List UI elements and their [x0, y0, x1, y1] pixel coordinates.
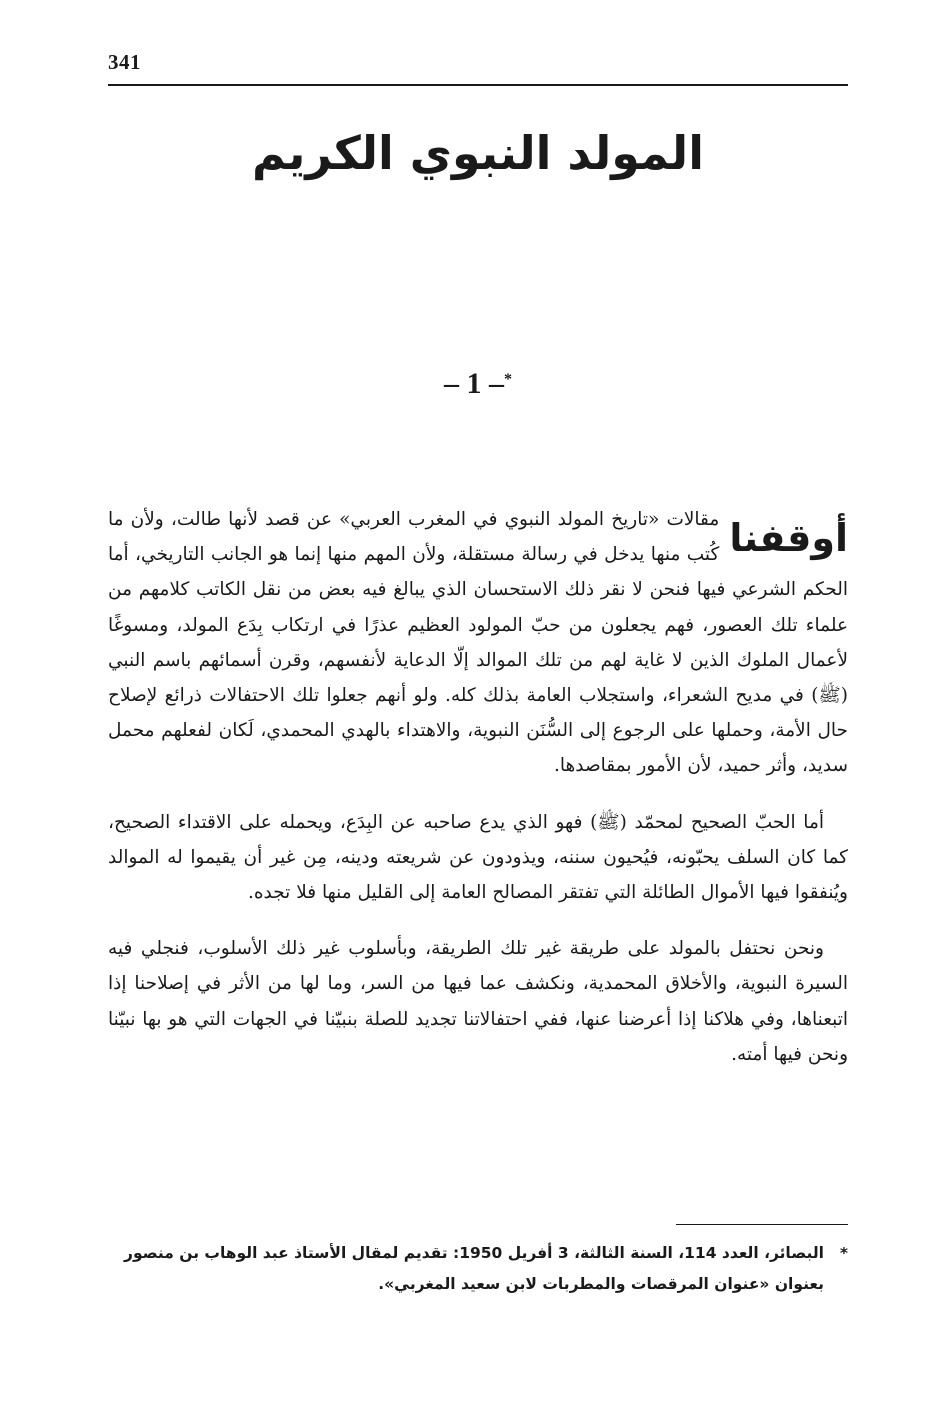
paragraph-1-text: مقالات «تاريخ المولد النبوي في المغرب العربي» عن قصد لأنها طالت، ولأن ما كُتب منها يدخل في رسالة مستقلة، ولأن المهم منها إنما هو الجانب التاريخي، أما الحكم الشرعي فيها فنحن لا نقر ذلك الاستحسان الذي يبالغ فيه بعض من نقل الكاتب كلامهم من علماء تلك العصور، فهم يجعلون من حبّ المولود العظيم عذرًا في ارتكاب بِدَع المولد، ومسوغًا لأعمال الملوك الذين لا غاية لهم من تلك الموالد إلّا الدعاية لأنفسهم، وقرن أسمائهم باسم النبي (ﷺ) في مديح الشعراء، واستجلاب العامة بذلك كله. ولو أنهم جعلوا تلك الاحتفالات ذرائع لإصلاح حال الأمة، وحملها على الرجوع إلى السُّنَن النبوية، والاهتداء بالهدي المحمدي، لَكان لفعلهم محمل سديد، وأثر حميد، لأن الأمور بمقاصدها.	[108, 509, 848, 777]
section-footnote-marker: *	[504, 371, 512, 388]
paragraph-1	[108, 502, 848, 784]
page-number: 341	[108, 50, 141, 74]
drop-cap-word: أوقفنا	[729, 516, 848, 560]
paragraph-2: أما الحبّ الصحيح لمحمّد (ﷺ) فهو الذي يدع صاحبه عن البِدَع، ويحمله على الاقتداء الصحيح، كما كان السلف يحبّونه، فيُحيون سننه، ويذودون عن شريعته ودينه، مِن غير أن يقيموا له الموالد ويُنفقوا فيها الأموال الطائلة التي تفتقر المصالح العامة إلى القليل منها فلا تجده.	[108, 811, 848, 904]
chapter-title: المولد النبوي الكريم	[252, 126, 704, 180]
footnote	[108, 1238, 848, 1300]
footnote-rule	[676, 1224, 848, 1225]
footnote-marker: *	[839, 1244, 848, 1262]
footnote-line-2: بعنوان «عنوان المرقصات والمطربات لابن سعيد المغربي».	[378, 1275, 824, 1293]
section-number-text: – 1 –	[444, 367, 504, 400]
section-number	[408, 362, 548, 406]
footnote-line-1-text: البصائر، العدد 114، السنة الثالثة، 3 أفريل 1950: تقديم لمقال الأستاذ عبد الوهاب بن منصور	[124, 1244, 824, 1262]
paragraph-3: ونحن نحتفل بالمولد على طريقة غير تلك الطريقة، وبأسلوب غير ذلك الأسلوب، فنجلي فيه السيرة النبوية، والأخلاق المحمدية، ونكشف عما فيها من السر، وما لها من الأثر في إصلاحنا إذا اتبعناها، وفي هلاكنا إذا أعرضنا عنها، ففي احتفالاتنا تجديد للصلة بنبيّنا في الجهات التي هو بها نبيّنا ونحن فيها أمته.	[108, 938, 848, 1065]
body-text	[108, 502, 848, 1093]
header-rule	[108, 84, 848, 86]
footnote-line-1	[108, 1238, 848, 1269]
